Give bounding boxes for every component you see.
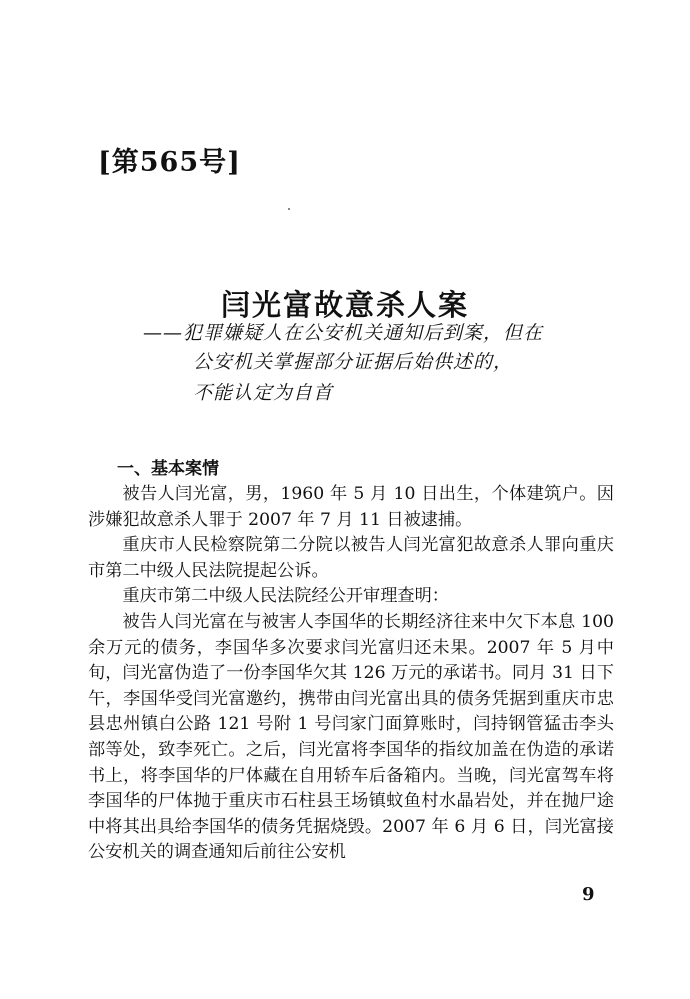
paragraph-court-finding-intro: 重庆市第二中级人民法院经公开审理查明：	[122, 586, 449, 607]
paragraph-defendant-info: 被告人闫光富，男，1960 年 5 月 10 日出生，个体建筑户。因涉嫌犯故意杀人罪于 2007 年 7 月 11 日被逮捕。	[88, 484, 614, 530]
subtitle-line-2: 公安机关掌握部分证据后始供述的，	[193, 351, 514, 373]
section-heading: 一、基本案情	[117, 459, 219, 479]
subtitle-line-3: 不能认定为自首	[193, 382, 334, 404]
paragraph-prosecution: 重庆市人民检察院第二分院以被告人闫光富犯故意杀人罪向重庆市第二中级人民法院提起公诉。	[88, 535, 614, 581]
body-text	[88, 482, 614, 866]
subtitle-line-1: ——犯罪嫌疑人在公安机关通知后到案，但在	[143, 322, 544, 344]
page-number: 9	[582, 884, 595, 905]
case-title: 闫光富故意杀人案	[220, 288, 469, 322]
case-number: [第565号]	[98, 147, 241, 178]
scan-speck	[288, 208, 290, 210]
paragraph-facts: 被告人闫光富在与被害人李国华的长期经济往来中欠下本息 100 余万元的债务，李国华多次要求闫光富归还未果。2007 年 5 月中旬，闫光富伪造了一份李国华欠其 126 万元的承诺书。同月 31 日下午，李国华受闫光富邀约，携带由闫光富出具的债务凭据到重庆市忠县忠州镇白公路 121 号附 1 号闫家门面算账时，闫持钢管猛击李头部等处，致李死亡。之后，闫光富将李国华的指纹加盖在伪造的承诺书上，将李国华的尸体藏在自用轿车后备箱内。当晚，闫光富驾车将李国华的尸体抛于重庆市石柱县王场镇蚊鱼村水晶岩处，并在抛尸途中将其出具给李国华的债务凭据烧毁。2007 年 6 月 6 日，闫光富接公安机关的调查通知后前往公安机	[88, 611, 614, 863]
